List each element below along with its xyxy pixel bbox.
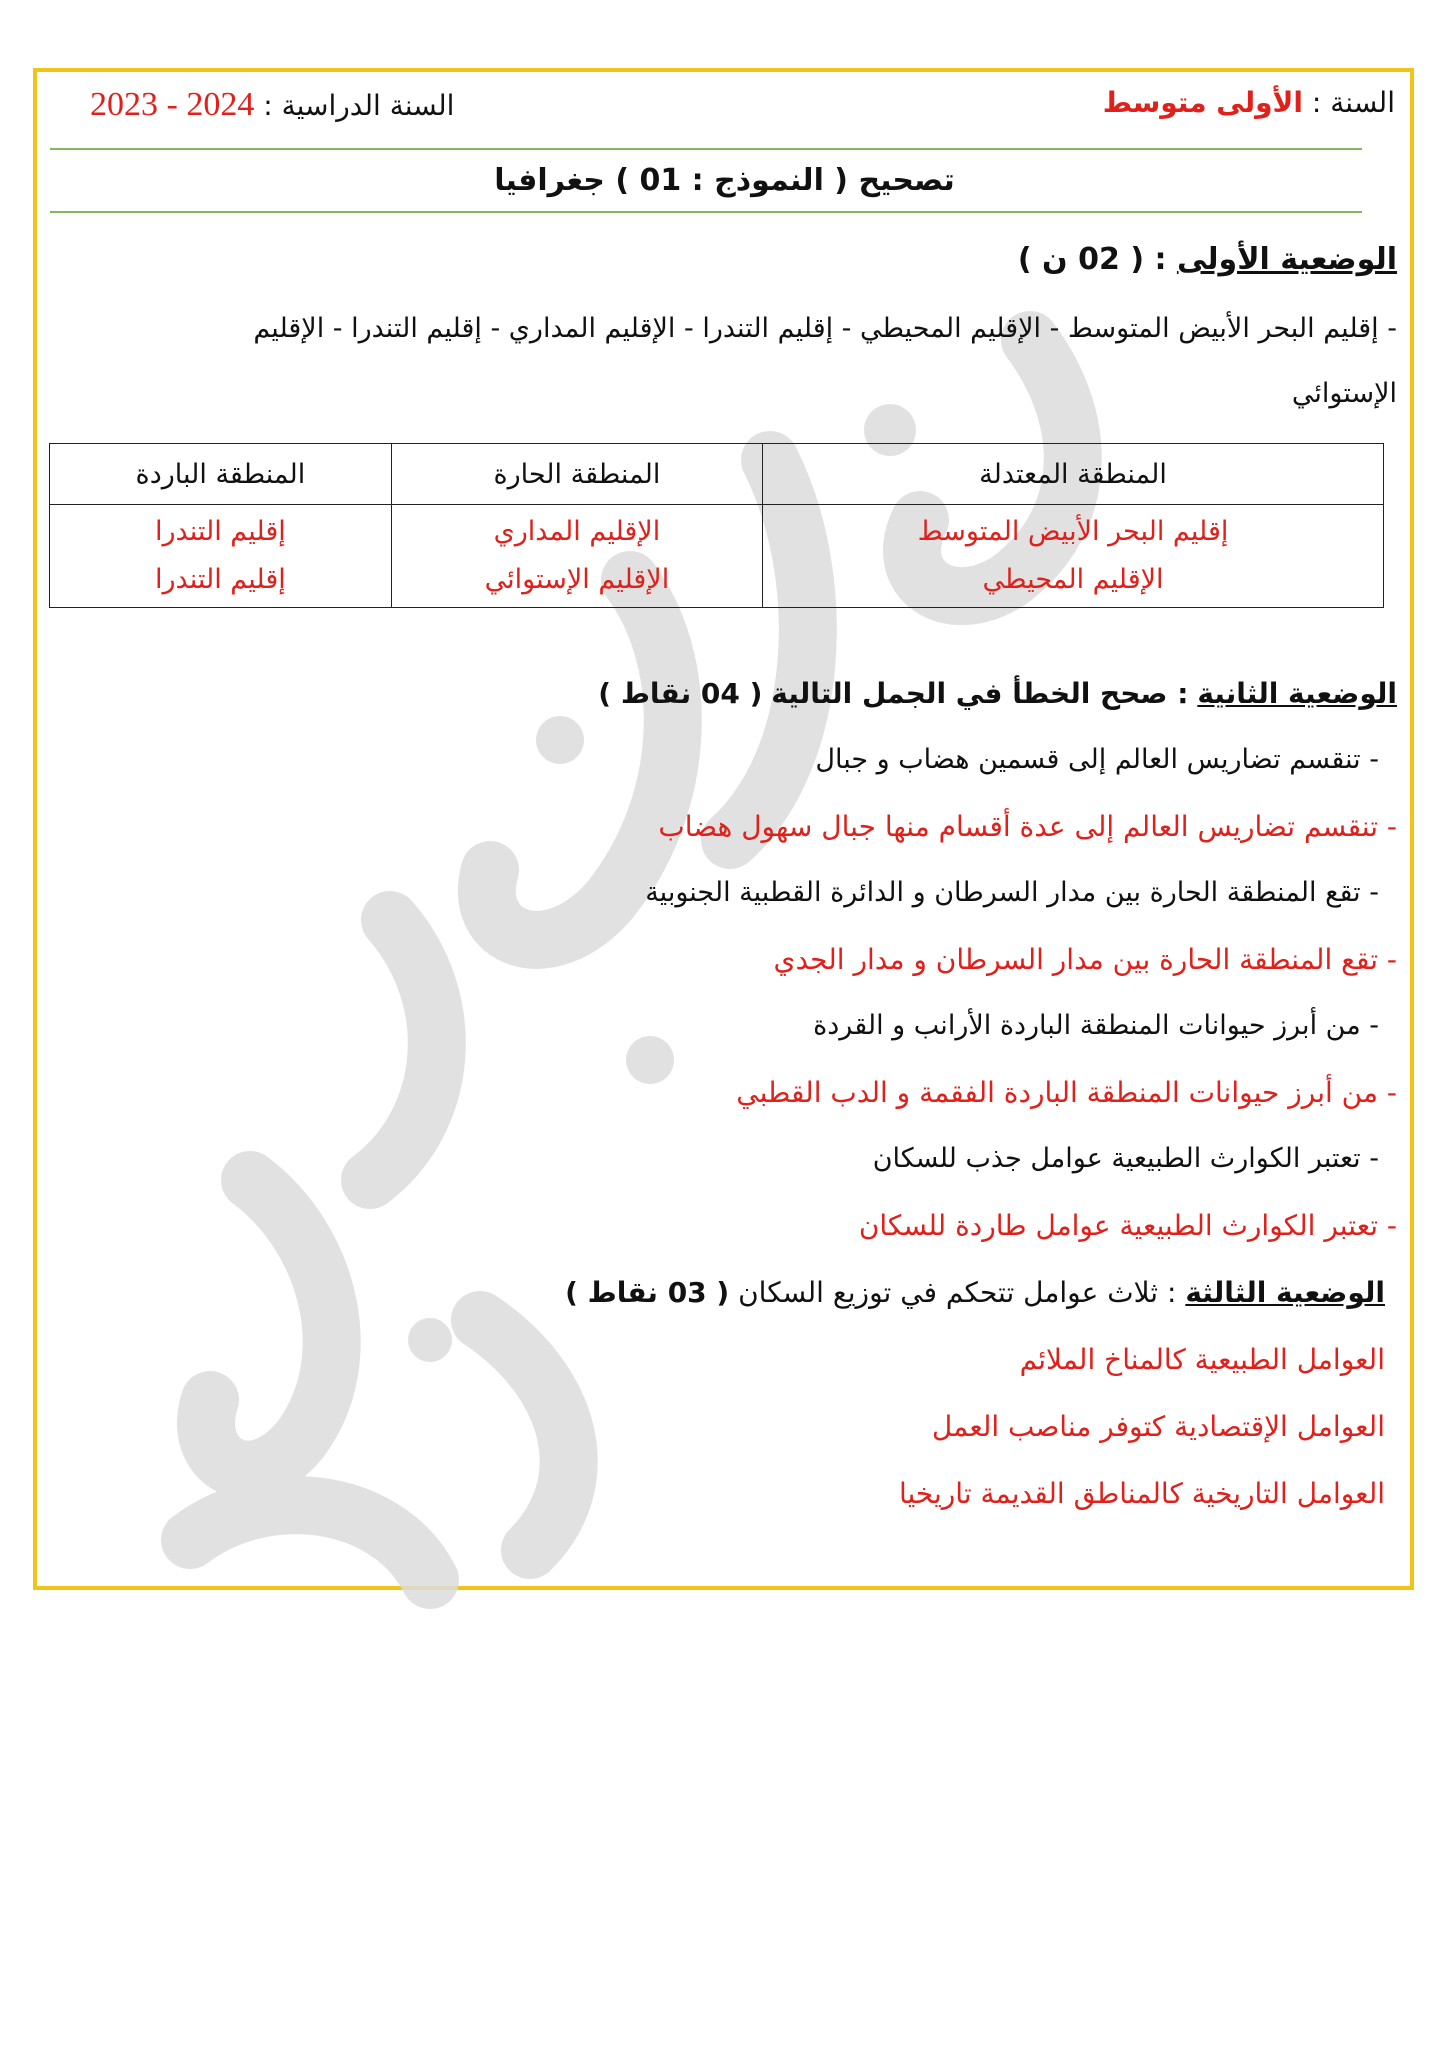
- grade-label: السنة :: [1311, 86, 1395, 119]
- section2-wrong-2: - تقع المنطقة الحارة بين مدار السرطان و الدائرة القطبية الجنوبية: [645, 877, 1379, 908]
- section3-answer-1: العوامل الطبيعية كالمناخ الملائم: [1019, 1343, 1385, 1376]
- table-cell-cold: [50, 505, 392, 608]
- header-rule-bottom: [50, 211, 1362, 213]
- table-cell-line: الإقليم المحيطي: [982, 564, 1164, 595]
- table-row: [50, 505, 1384, 608]
- section2-correct-1: - تنقسم تضاريس العالم إلى عدة أقسام منها جبال سهول هضاب: [658, 810, 1397, 843]
- table-cell-line: إقليم البحر الأبيض المتوسط: [917, 516, 1229, 547]
- section3-points: ( 03 نقاط ): [565, 1276, 730, 1309]
- section3-title: الوضعية الثالثة: [1185, 1276, 1385, 1309]
- school-year-label: السنة الدراسية :: [263, 89, 455, 122]
- section2-wrong-3: - من أبرز حيوانات المنطقة الباردة الأرانب و القردة: [813, 1010, 1379, 1041]
- section1-title: الوضعية الأولى: [1176, 242, 1397, 277]
- page-title: تصحيح ( النموذج : 01 ) جغرافيا: [494, 163, 955, 198]
- section3-instruction: : ثلاث عوامل تتحكم في توزيع السكان: [738, 1276, 1177, 1309]
- table-header-row: [50, 444, 1384, 505]
- section1-list-line1: - إقليم البحر الأبيض المتوسط - الإقليم المحيطي - إقليم التندرا - الإقليم المداري - إقليم التندرا - الإقليم: [253, 313, 1397, 344]
- section1-heading: [1018, 242, 1397, 277]
- section2-correct-4: - تعتبر الكوارث الطبيعية عوامل طاردة للسكان: [858, 1209, 1397, 1242]
- table-header-temperate: المنطقة المعتدلة: [763, 444, 1384, 505]
- section2-correct-3: - من أبرز حيوانات المنطقة الباردة الفقمة و الدب القطبي: [736, 1076, 1397, 1109]
- section1-points: : ( 02 ن ): [1017, 242, 1167, 277]
- section2-heading-line: [598, 677, 1397, 710]
- regions-table: [49, 443, 1384, 608]
- table-header-hot: المنطقة الحارة: [391, 444, 762, 505]
- section2-points: ( 04 نقاط ): [598, 677, 763, 710]
- section3-answer-2: العوامل الإقتصادية كتوفر مناصب العمل: [931, 1410, 1385, 1443]
- school-year-line: [90, 86, 454, 124]
- section1-list-line2: الإستوائي: [1291, 378, 1397, 409]
- table-cell-hot: [391, 505, 762, 608]
- table-header-cold: المنطقة الباردة: [50, 444, 392, 505]
- section2-wrong-1: - تنقسم تضاريس العالم إلى قسمين هضاب و جبال: [815, 744, 1379, 775]
- section3-heading-line: [565, 1276, 1385, 1309]
- table-cell-line: الإقليم الإستوائي: [484, 564, 670, 595]
- table-cell-line: إقليم التندرا: [154, 516, 286, 547]
- grade-value: الأولى متوسط: [1102, 86, 1303, 119]
- table-cell-line: إقليم التندرا: [154, 564, 286, 595]
- section2-wrong-4: - تعتبر الكوارث الطبيعية عوامل جذب للسكان: [872, 1143, 1379, 1174]
- section2-title: الوضعية الثانية: [1197, 677, 1397, 710]
- header-rule-top: [50, 148, 1362, 150]
- section2-instruction: : صحح الخطأ في الجمل التالية: [771, 677, 1189, 710]
- table-cell-temperate: [763, 505, 1384, 608]
- grade-line: [1103, 86, 1395, 119]
- school-year-value: 2024 - 2023: [90, 86, 255, 123]
- section2-correct-2: - تقع المنطقة الحارة بين مدار السرطان و مدار الجدي: [773, 943, 1397, 976]
- section3-answer-3: العوامل التاريخية كالمناطق القديمة تاريخيا: [898, 1477, 1385, 1510]
- table-cell-line: الإقليم المداري: [493, 516, 661, 547]
